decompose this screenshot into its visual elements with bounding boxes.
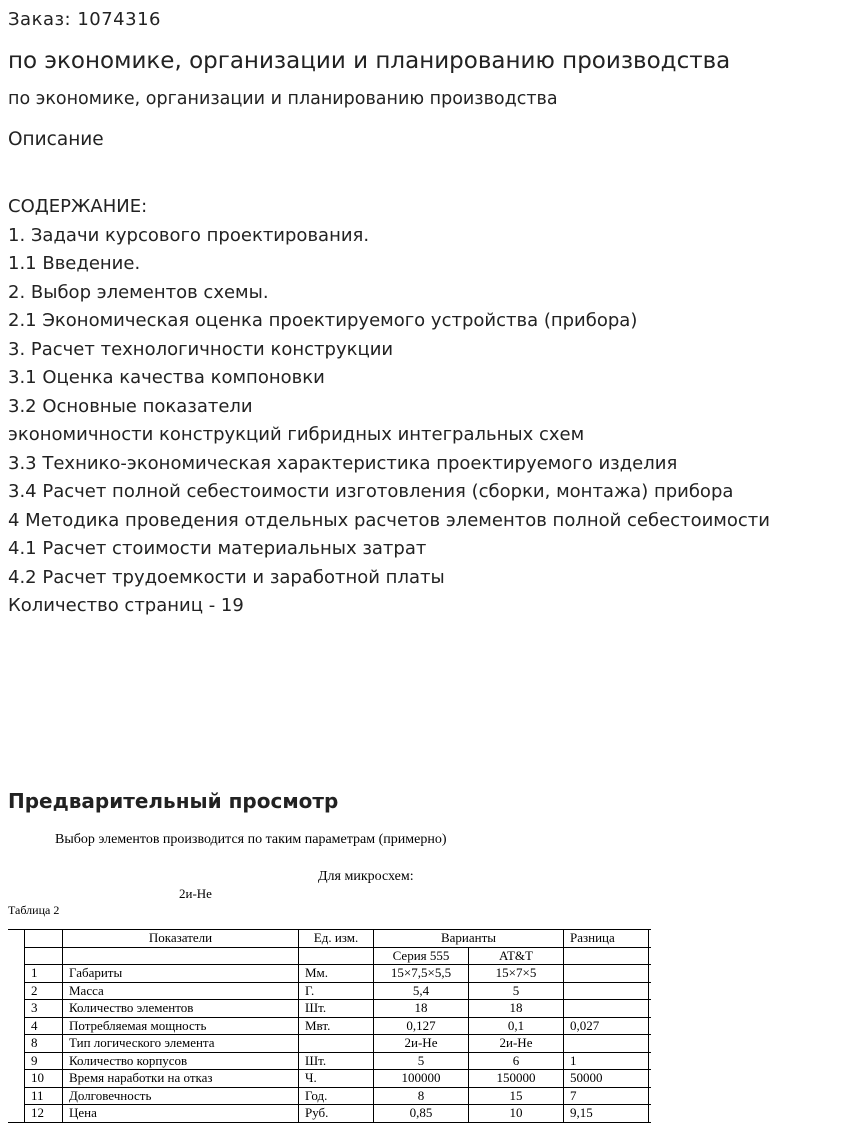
toc-item: экономичности конструкций гибридных интегральных схем bbox=[8, 424, 585, 445]
order-number: Заказ: 1074316 bbox=[8, 9, 161, 30]
table-row: 11 Долговечность Год. 8 15 7 bbox=[8, 1087, 651, 1105]
page-title: по экономике, организации и планированию производства bbox=[8, 48, 731, 74]
table-row: 10 Время наработки на отказ Ч. 100000 150000 50000 bbox=[8, 1070, 651, 1088]
toc-item: 4.1 Расчет стоимости материальных затрат bbox=[8, 538, 427, 559]
toc-item: Количество страниц - 19 bbox=[8, 595, 244, 616]
table-row: 9 Количество корпусов Шт. 5 6 1 bbox=[8, 1052, 651, 1070]
table-row: 4 Потребляемая мощность Мвт. 0,127 0,1 0,027 bbox=[8, 1017, 651, 1035]
table-row: 3 Количество элементов Шт. 18 18 bbox=[8, 1000, 651, 1018]
header-variant1: Серия 555 bbox=[374, 947, 469, 965]
table-of-contents bbox=[8, 193, 770, 621]
toc-item: 1.1 Введение. bbox=[8, 253, 141, 274]
table-caption: Таблица 2 bbox=[8, 903, 60, 917]
header-indicators: Показатели bbox=[63, 930, 299, 948]
table-row: 2 Масса Г. 5,4 5 bbox=[8, 982, 651, 1000]
page-subtitle: по экономике, организации и планированию производства bbox=[8, 89, 558, 109]
toc-item: 3.4 Расчет полной себестоимости изготовления (сборки, монтажа) прибора bbox=[8, 481, 734, 502]
table-subheader-row bbox=[8, 947, 651, 965]
toc-item: 2.1 Экономическая оценка проектируемого устройства (прибора) bbox=[8, 310, 638, 331]
header-variant2: AT&T bbox=[469, 947, 564, 965]
table-row: 8 Тип логического элемента 2и-Не 2и-Не bbox=[8, 1035, 651, 1053]
toc-item: 3. Расчет технологичности конструкции bbox=[8, 338, 394, 360]
toc-item: 1. Задачи курсового проектирования. bbox=[8, 224, 370, 246]
preview-text-line: 2и-Не bbox=[179, 886, 212, 901]
toc-item: СОДЕРЖАНИЕ: bbox=[8, 196, 148, 217]
toc-item: 3.2 Основные показатели bbox=[8, 395, 253, 417]
table-row: 1 Габариты Мм. 15×7,5×5,5 15×7×5 bbox=[8, 965, 651, 983]
toc-item: 3.3 Технико-экономическая характеристика проектируемого изделия bbox=[8, 452, 678, 474]
toc-item: 4.2 Расчет трудоемкости и заработной платы bbox=[8, 566, 445, 588]
preview-text-line: Для микросхем: bbox=[318, 869, 414, 884]
spec-table bbox=[8, 929, 651, 1123]
toc-item: 3.1 Оценка качества компоновки bbox=[8, 367, 325, 388]
preview-heading: Предварительный просмотр bbox=[8, 789, 339, 813]
toc-item: 4 Методика проведения отдельных расчетов элементов полной себестоимости bbox=[8, 509, 770, 531]
toc-item: 2. Выбор элементов схемы. bbox=[8, 281, 269, 303]
header-variants: Варианты bbox=[374, 930, 564, 948]
table-header-row bbox=[8, 930, 651, 948]
preview-text-line: Выбор элементов производится по таким параметрам (примерно) bbox=[55, 832, 447, 847]
header-difference: Разница bbox=[564, 930, 649, 948]
table-row: 12 Цена Руб. 0,85 10 9,15 bbox=[8, 1105, 651, 1123]
description-label: Описание bbox=[8, 129, 104, 150]
header-unit: Ед. изм. bbox=[299, 930, 374, 948]
